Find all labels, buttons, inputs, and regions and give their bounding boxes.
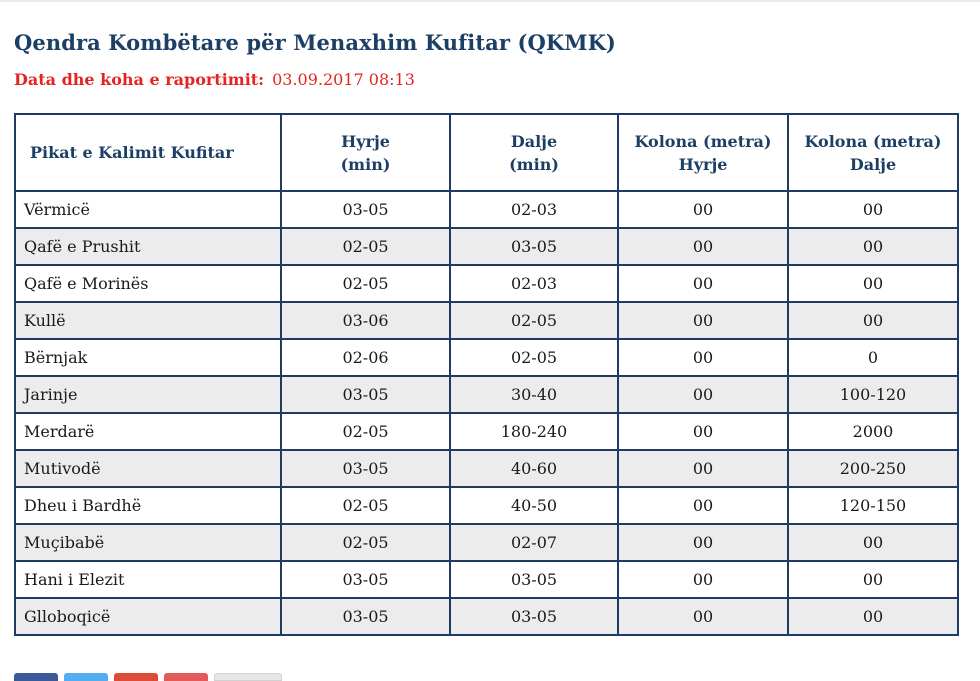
exit-wait-cell: 40-60: [450, 450, 618, 487]
column-header-exit-minutes: [450, 114, 618, 191]
table-row: [15, 487, 958, 524]
queue-exit-cell: 200-250: [788, 450, 958, 487]
queue-entry-cell: 00: [618, 413, 788, 450]
queue-entry-cell: 00: [618, 561, 788, 598]
column-header-entry-minutes: [281, 114, 450, 191]
column-header-sublabel: Dalje: [849, 154, 897, 174]
table-row: [15, 561, 958, 598]
facebook-icon[interactable]: [14, 673, 58, 681]
queue-entry-cell: 00: [618, 265, 788, 302]
entry-wait-cell: 03-05: [281, 376, 450, 413]
queue-entry-cell: 00: [618, 302, 788, 339]
queue-exit-cell: 100-120: [788, 376, 958, 413]
page-title: Qendra Kombëtare për Menaxhim Kufitar (QKMK): [14, 30, 616, 55]
queue-exit-cell: 00: [788, 191, 958, 228]
exit-wait-cell: 03-05: [450, 561, 618, 598]
table-row: [15, 265, 958, 302]
queue-exit-cell: 00: [788, 598, 958, 635]
column-header-sublabel: (min): [509, 154, 559, 174]
table-row: [15, 302, 958, 339]
entry-wait-cell: 03-05: [281, 191, 450, 228]
table-row: [15, 228, 958, 265]
entry-wait-cell: 02-05: [281, 487, 450, 524]
crossing-name-cell: Muçibabë: [15, 524, 281, 561]
table-row: [15, 598, 958, 635]
table-row: [15, 413, 958, 450]
entry-wait-cell: 02-05: [281, 524, 450, 561]
queue-exit-cell: 120-150: [788, 487, 958, 524]
share-count-icon[interactable]: [214, 673, 282, 681]
queue-exit-cell: 00: [788, 561, 958, 598]
table-row: [15, 339, 958, 376]
exit-wait-cell: 02-05: [450, 302, 618, 339]
exit-wait-cell: 03-05: [450, 598, 618, 635]
column-header-crossing-point: [15, 114, 281, 191]
entry-wait-cell: 03-05: [281, 598, 450, 635]
queue-entry-cell: 00: [618, 376, 788, 413]
column-header-label: Kolona (metra): [804, 131, 942, 151]
entry-wait-cell: 03-05: [281, 561, 450, 598]
queue-entry-cell: 00: [618, 191, 788, 228]
queue-exit-cell: 0: [788, 339, 958, 376]
queue-exit-cell: 2000: [788, 413, 958, 450]
top-divider: [0, 0, 980, 2]
table-row: [15, 524, 958, 561]
report-datetime-line: [14, 70, 415, 89]
crossing-name-cell: Kullë: [15, 302, 281, 339]
crossing-name-cell: Hani i Elezit: [15, 561, 281, 598]
entry-wait-cell: 02-05: [281, 413, 450, 450]
crossing-name-cell: Merdarë: [15, 413, 281, 450]
table-row: [15, 191, 958, 228]
table-row: [15, 376, 958, 413]
queue-exit-cell: 00: [788, 302, 958, 339]
exit-wait-cell: 03-05: [450, 228, 618, 265]
crossing-name-cell: Bërnjak: [15, 339, 281, 376]
table-row: [15, 450, 958, 487]
queue-entry-cell: 00: [618, 524, 788, 561]
crossing-name-cell: Glloboqicë: [15, 598, 281, 635]
border-crossings-table: [14, 113, 959, 636]
exit-wait-cell: 40-50: [450, 487, 618, 524]
crossing-name-cell: Vërmicë: [15, 191, 281, 228]
entry-wait-cell: 03-06: [281, 302, 450, 339]
entry-wait-cell: 02-05: [281, 265, 450, 302]
table-header-row: [15, 114, 958, 191]
crossing-name-cell: Mutivodë: [15, 450, 281, 487]
queue-exit-cell: 00: [788, 228, 958, 265]
queue-entry-cell: 00: [618, 598, 788, 635]
exit-wait-cell: 180-240: [450, 413, 618, 450]
twitter-icon[interactable]: [64, 673, 108, 681]
exit-wait-cell: 02-05: [450, 339, 618, 376]
queue-entry-cell: 00: [618, 487, 788, 524]
google-plus-icon[interactable]: [114, 673, 158, 681]
column-header-sublabel: (min): [340, 154, 391, 174]
exit-wait-cell: 02-03: [450, 191, 618, 228]
column-header-label: Pikat e Kalimit Kufitar: [30, 143, 234, 162]
entry-wait-cell: 02-05: [281, 228, 450, 265]
exit-wait-cell: 02-03: [450, 265, 618, 302]
queue-entry-cell: 00: [618, 228, 788, 265]
queue-entry-cell: 00: [618, 450, 788, 487]
pinterest-icon[interactable]: [164, 673, 208, 681]
entry-wait-cell: 03-05: [281, 450, 450, 487]
entry-wait-cell: 02-06: [281, 339, 450, 376]
column-header-queue-exit: [788, 114, 958, 191]
queue-exit-cell: 00: [788, 524, 958, 561]
report-datetime-label: Data dhe koha e raportimit:: [14, 70, 265, 89]
column-header-queue-entry: [618, 114, 788, 191]
column-header-label: Dalje: [510, 131, 558, 151]
queue-exit-cell: 00: [788, 265, 958, 302]
crossing-name-cell: Qafë e Prushit: [15, 228, 281, 265]
report-datetime-value: 03.09.2017 08:13: [272, 70, 415, 89]
column-header-label: Kolona (metra): [634, 131, 772, 151]
exit-wait-cell: 30-40: [450, 376, 618, 413]
queue-entry-cell: 00: [618, 339, 788, 376]
column-header-sublabel: Hyrje: [678, 154, 728, 174]
crossing-name-cell: Qafë e Morinës: [15, 265, 281, 302]
crossing-name-cell: Jarinje: [15, 376, 281, 413]
column-header-label: Hyrje: [341, 131, 390, 151]
exit-wait-cell: 02-07: [450, 524, 618, 561]
crossing-name-cell: Dheu i Bardhë: [15, 487, 281, 524]
